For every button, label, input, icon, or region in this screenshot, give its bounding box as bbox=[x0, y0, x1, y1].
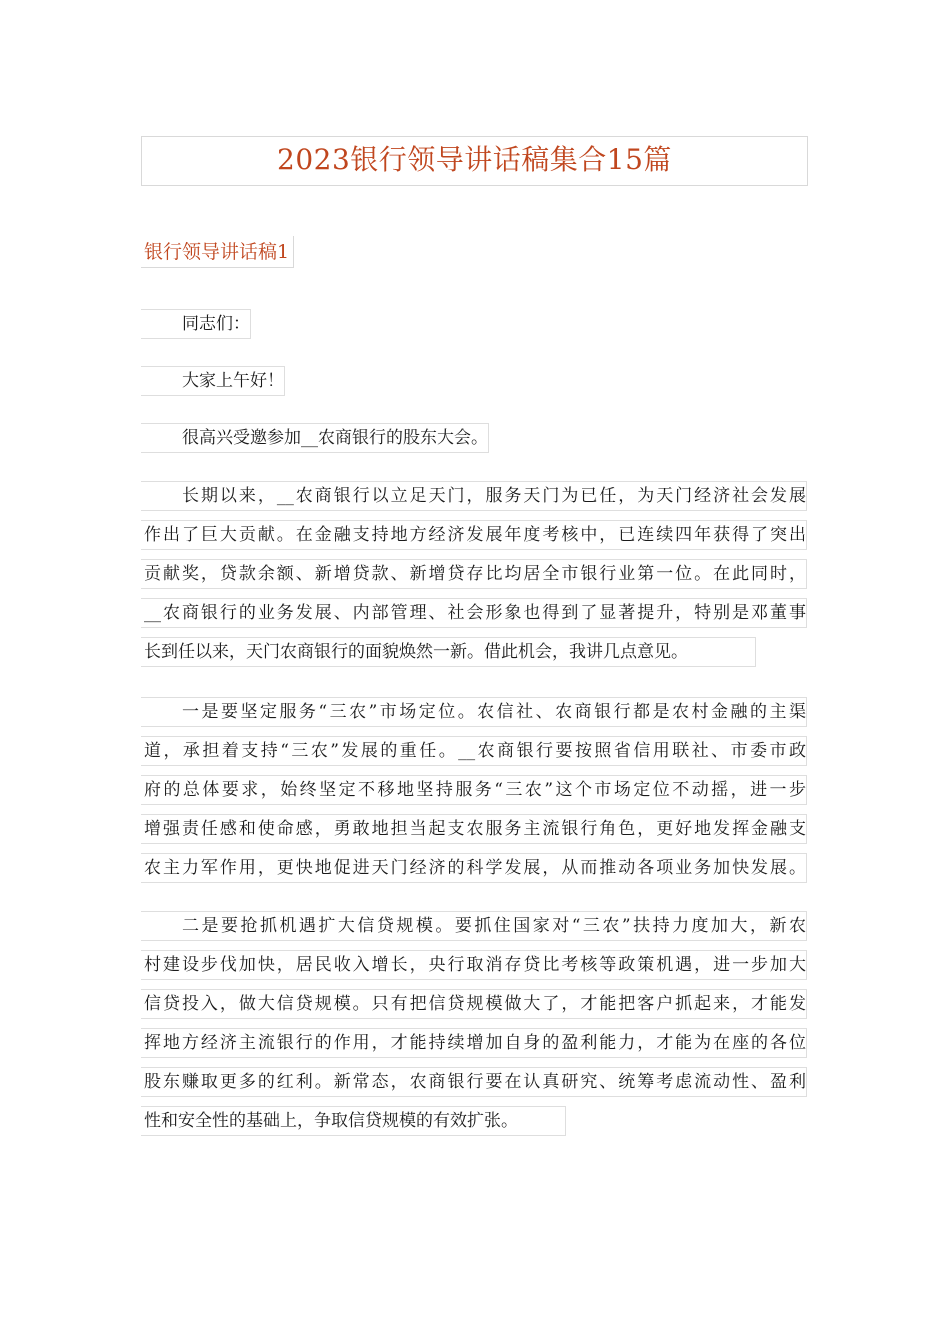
paragraph-line: 挥地方经济主流银行的作用，才能持续增加自身的盈利能力，才能为在座的各位 bbox=[141, 1028, 807, 1058]
greeting-line: 大家上午好！ bbox=[141, 366, 285, 396]
paragraph-line: 一是要坚定服务“三农”市场定位。农信社、农商银行都是农村金融的主渠 bbox=[141, 697, 807, 727]
salutation-line: 同志们： bbox=[141, 309, 251, 339]
paragraph-line: __农商银行的业务发展、内部管理、社会形象也得到了显著提升，特别是邓董事 bbox=[141, 598, 807, 628]
intro-line: 很高兴受邀参加__农商银行的股东大会。 bbox=[141, 423, 489, 453]
paragraph-line: 性和安全性的基础上，争取信贷规模的有效扩张。 bbox=[141, 1106, 566, 1136]
document-title: 2023银行领导讲话稿集合15篇 bbox=[141, 136, 808, 186]
paragraph-line: 长到任以来，天门农商银行的面貌焕然一新。借此机会，我讲几点意见。 bbox=[141, 637, 756, 667]
paragraph-line: 村建设步伐加快，居民收入增长，央行取消存贷比考核等政策机遇，进一步加大 bbox=[141, 950, 807, 980]
paragraph-line: 作出了巨大贡献。在金融支持地方经济发展年度考核中，已连续四年获得了突出 bbox=[141, 520, 807, 550]
paragraph-line: 府的总体要求，始终坚定不移地坚持服务“三农”这个市场定位不动摇，进一步 bbox=[141, 775, 807, 805]
paragraph-line: 增强责任感和使命感，勇敢地担当起支农服务主流银行角色，更好地发挥金融支 bbox=[141, 814, 807, 844]
paragraph-line: 道，承担着支持“三农”发展的重任。__农商银行要按照省信用联社、市委市政 bbox=[141, 736, 807, 766]
section-heading: 银行领导讲话稿1 bbox=[141, 236, 294, 268]
paragraph-line: 二是要抢抓机遇扩大信贷规模。要抓住国家对“三农”扶持力度加大，新农 bbox=[141, 911, 807, 941]
paragraph-line: 农主力军作用，更快地促进天门经济的科学发展，从而推动各项业务加快发展。 bbox=[141, 853, 807, 883]
paragraph-line: 贡献奖，贷款余额、新增贷款、新增贷存比均居全市银行业第一位。在此同时， bbox=[141, 559, 807, 589]
paragraph-line: 股东赚取更多的红利。新常态，农商银行要在认真研究、统筹考虑流动性、盈利 bbox=[141, 1067, 807, 1097]
paragraph-line: 信贷投入，做大信贷规模。只有把信贷规模做大了，才能把客户抓起来，才能发 bbox=[141, 989, 807, 1019]
paragraph-line: 长期以来，__农商银行以立足天门，服务天门为已任，为天门经济社会发展 bbox=[141, 481, 807, 511]
